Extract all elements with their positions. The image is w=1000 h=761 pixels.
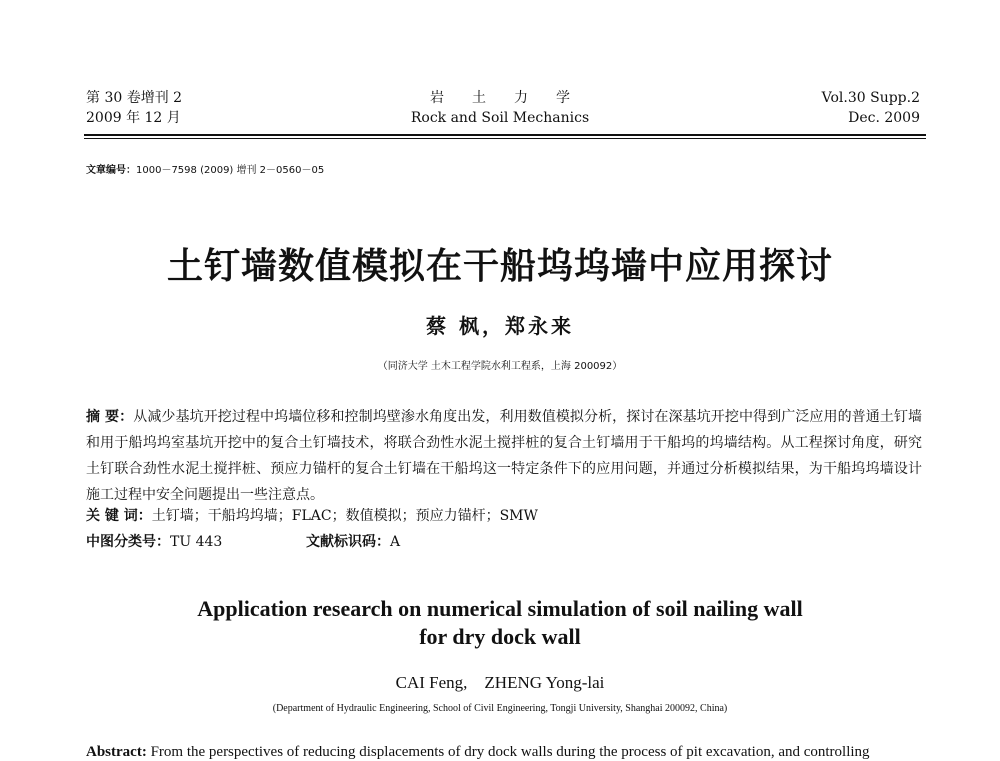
date-cn: 2009 年 12 月 (86, 110, 181, 126)
volume-issue-en: Vol.30 Supp.2 (821, 90, 920, 106)
header-rule-thin (84, 138, 926, 139)
article-number-label: 文章编号： (86, 165, 136, 176)
volume-issue-cn: 第 30 卷增刊 2 (86, 90, 183, 106)
date-en: Dec. 2009 (848, 110, 920, 126)
keywords-cn-label: 关 键 词： (86, 508, 152, 524)
journal-volume-info-en (822, 88, 920, 128)
keywords-cn-text: 土钉墙；干船坞坞墙；FLAC；数值模拟；预应力锚杆；SMW (151, 508, 538, 524)
abstract-en (86, 744, 922, 761)
document-code (306, 531, 400, 553)
classification-value: TU 443 (170, 534, 223, 550)
abstract-cn (86, 404, 922, 508)
affiliation-cn: （同济大学 土木工程学院水利工程系，上海 200092） (377, 361, 623, 372)
classification-number (86, 531, 222, 553)
document-code-label: 文献标识码： (306, 534, 390, 550)
classification-label: 中图分类号： (86, 534, 170, 550)
article-number (86, 161, 324, 176)
authors-en: CAI Feng, ZHENG Yong-lai (395, 673, 605, 692)
paper-title-cn: 土钉墙数值模拟在干船坞坞墙中应用探讨 (166, 246, 833, 287)
paper-title-en-line2: for dry dock wall (419, 624, 581, 649)
abstract-cn-text: 从减少基坑开挖过程中坞墙位移和控制坞壁渗水角度出发，利用数值模拟分析，探讨在深基坑开挖中得到广泛应用的普通土钉墙和用于船坞坞室基坑开挖中的复合土钉墙技术，将联合劲性水泥土搅拌桩的复合土钉墙用于干船坞的坞墙结构。从工程探讨角度，研究土钉联合劲性水泥土搅拌桩、预应力锚杆的复合土钉墙在干船坞这一特定条件下的应用问题，并通过分析模拟结果，为干船坞坞墙设计施工过程中安全问题提出一些注意点。 (86, 409, 923, 503)
abstract-cn-label: 摘 要： (86, 409, 134, 425)
article-number-value: 1000－7598 (2009) 增刊 2－0560－05 (136, 165, 325, 176)
header-rule (84, 134, 926, 136)
paper-title-en (0, 595, 1000, 651)
document-code-value: A (390, 534, 401, 550)
affiliation-en: (Department of Hydraulic Engineering, School of Civil Engineering, Tongji University, Shanghai 200092, China) (272, 703, 728, 714)
authors-cn: 蔡 枫，郑永来 (426, 314, 574, 338)
journal-name-en: Rock and Soil Mechanics (410, 110, 590, 126)
journal-name-cn: 岩土力学 (430, 90, 598, 106)
keywords-cn (86, 505, 922, 527)
abstract-en-label: Abstract: (86, 744, 147, 760)
abstract-en-text: From the perspectives of reducing displacements of dry dock walls during the process of pit excavation, and controlling (150, 744, 870, 760)
paper-title-en-line1: Application research on numerical simulation of soil nailing wall (197, 596, 803, 621)
